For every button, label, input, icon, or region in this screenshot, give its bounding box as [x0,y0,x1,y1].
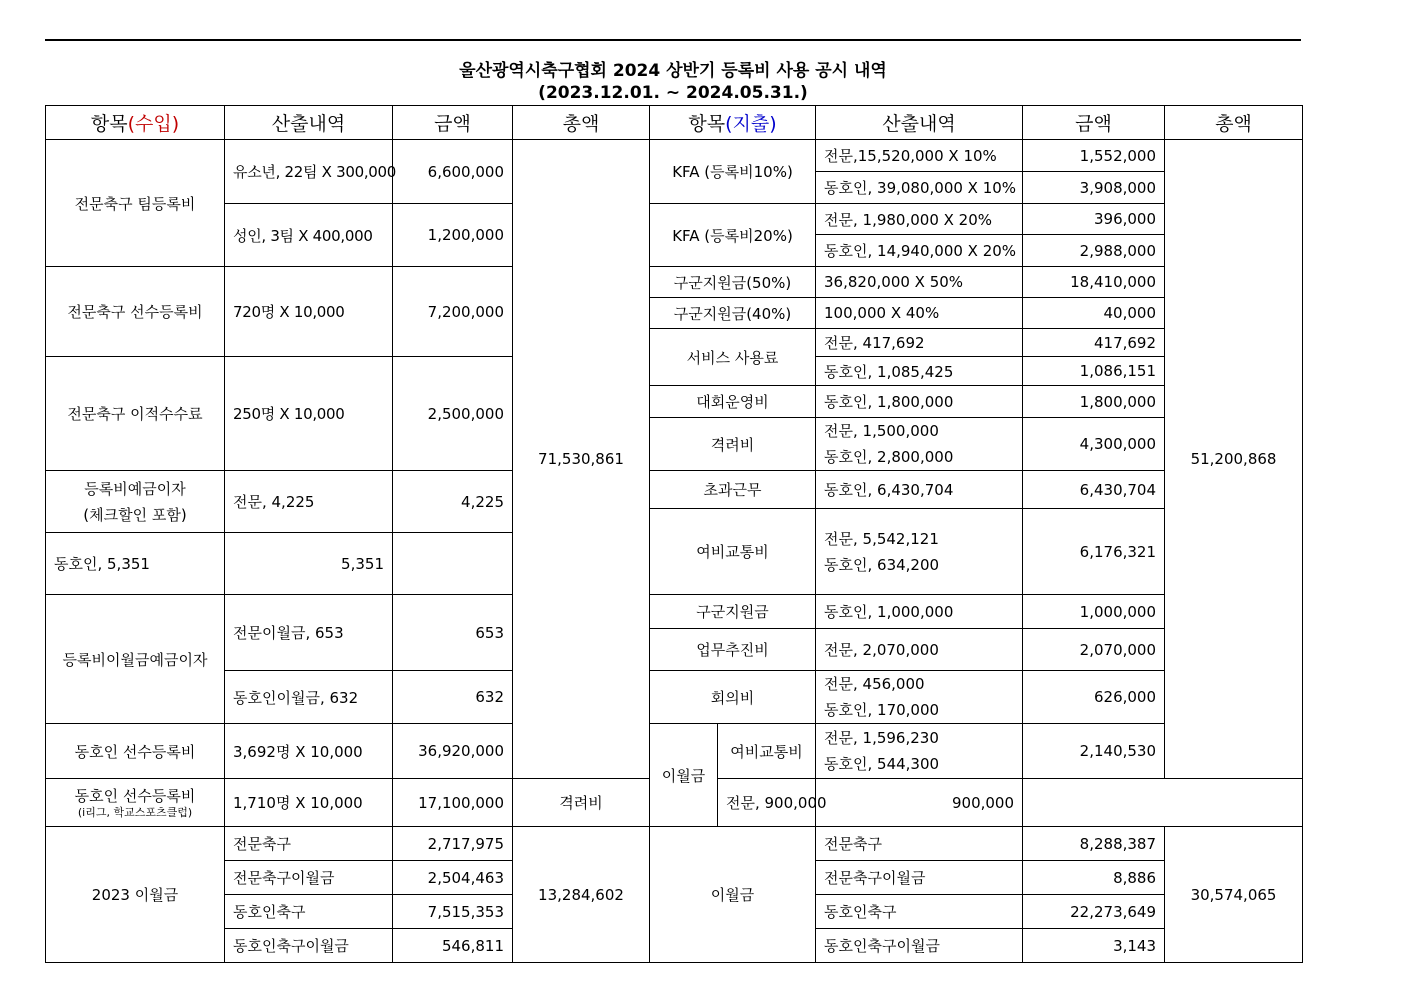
expense-district50-calc: 36,820,000 X 50% [816,267,1023,298]
table-row [46,471,1303,509]
carry2023-calc-3: 동호인축구이월금 [225,929,393,963]
table-row [46,267,1303,298]
top-rule [45,39,1301,41]
expense-kfa20-amateur-calc: 동호인, 14,940,000 X 20% [816,235,1023,267]
expense-district-label: 구군지원금 [650,595,816,629]
fee-usage-table [45,105,1303,963]
income-adult-calc: 성인, 3팀 X 400,000 [225,204,393,267]
income-amateur-league-calc: 1,710명 X 10,000 [225,779,393,827]
carry2023-amount-0: 2,717,975 [393,827,513,861]
income-amateur-league-amount: 17,100,000 [393,779,513,827]
expense-kfa10-amateur-calc: 동호인, 39,080,000 X 10% [816,172,1023,204]
header-income-amount: 금액 [393,106,513,140]
expense-kfa20-amateur-amount: 2,988,000 [1023,235,1165,267]
expense-travel-amount: 6,176,321 [1023,509,1165,595]
table-row [46,595,1303,629]
expense-encouragement-label: 격려비 [650,418,816,471]
income-player-fee-amount: 7,200,000 [393,267,513,357]
header-income-total: 총액 [513,106,650,140]
table-row [46,724,1303,779]
income-total: 71,530,861 [513,140,650,779]
expense-carryover-enc-amount: 900,000 [816,779,1023,827]
carry2023-exp-total: 30,574,065 [1165,827,1303,963]
header-expense-calc: 산출내역 [816,106,1023,140]
table-row [46,140,1303,172]
income-youth-calc: 유소년, 22팀 X 300,000 [225,140,393,204]
income-carryover-pro-amount: 653 [393,595,513,671]
income-deposit-amateur-calc: 동호인, 5,351 [46,533,225,595]
carry2023-amount-2: 7,515,353 [393,895,513,929]
carry2023-label: 2023 이월금 [46,827,225,963]
expense-overtime-amount: 6,430,704 [1023,471,1165,509]
header-income-item: 항목(수입) [46,106,225,140]
table-row [46,827,1303,861]
expense-service-pro-calc: 전문, 417,692 [816,329,1023,357]
expense-carryover-travel-calc: 전문, 1,596,230 동호인, 544,300 [816,724,1023,779]
expense-kfa10-amateur-amount: 3,908,000 [1023,172,1165,204]
carry2023-exp-calc-1: 전문축구이월금 [816,861,1023,895]
header-expense-total: 총액 [1165,106,1303,140]
expense-carryover-enc-calc: 전문, 900,000 [718,779,816,827]
expense-carryover-enc-label: 격려비 [513,779,650,827]
document-title: 울산광역시축구협회 2024 상반기 등록비 사용 공시 내역 [459,61,887,81]
income-deposit-interest-label: 등록비예금이자 (체크할인 포함) [46,471,225,533]
carry2023-exp-label: 이월금 [650,827,816,963]
expense-kfa20-pro-amount: 396,000 [1023,204,1165,235]
expense-service-amateur-amount: 1,086,151 [1023,357,1165,386]
carry2023-exp-amount-1: 8,886 [1023,861,1165,895]
expense-meeting-label: 회의비 [650,671,816,724]
expense-carryover-travel-amount: 2,140,530 [1023,724,1165,779]
expense-competition-label: 대회운영비 [650,386,816,418]
expense-kfa10-label: KFA (등록비10%) [650,140,816,204]
expense-travel-label: 여비교통비 [650,509,816,595]
expense-kfa10-pro-calc: 전문,15,520,000 X 10% [816,140,1023,172]
expense-kfa20-pro-calc: 전문, 1,980,000 X 20% [816,204,1023,235]
expense-carryover-travel-label: 여비교통비 [718,724,816,779]
expense-district40-amount: 40,000 [1023,298,1165,329]
expense-kfa10-pro-amount: 1,552,000 [1023,140,1165,172]
income-transfer-calc: 250명 X 10,000 [225,357,393,471]
income-youth-amount: 6,600,000 [393,140,513,204]
expense-district50-label: 구군지원금(50%) [650,267,816,298]
expense-overtime-label: 초과근무 [650,471,816,509]
carry2023-exp-calc-3: 동호인축구이월금 [816,929,1023,963]
income-deposit-pro-amount: 4,225 [393,471,513,533]
expense-district-calc: 동호인, 1,000,000 [816,595,1023,629]
expense-travel-calc: 전문, 5,542,121 동호인, 634,200 [816,509,1023,595]
carry2023-exp-amount-3: 3,143 [1023,929,1165,963]
document-period: (2023.12.01. ~ 2024.05.31.) [538,83,808,103]
income-player-fee-calc: 720명 X 10,000 [225,267,393,357]
income-amateur-league-label: 동호인 선수등록비 (i리그, 학교스포츠클럽) [46,779,225,827]
expense-district-amount: 1,000,000 [1023,595,1165,629]
expense-total: 51,200,868 [1165,140,1303,779]
expense-kfa20-label: KFA (등록비20%) [650,204,816,267]
carry2023-exp-amount-0: 8,288,387 [1023,827,1165,861]
income-player-fee-label: 전문축구 선수등록비 [46,267,225,357]
carry2023-calc-2: 동호인축구 [225,895,393,929]
income-deposit-pro-calc: 전문, 4,225 [225,471,393,533]
income-team-fee-label: 전문축구 팀등록비 [46,140,225,267]
expense-service-amateur-calc: 동호인, 1,085,425 [816,357,1023,386]
expense-business-amount: 2,070,000 [1023,629,1165,671]
carry2023-calc-1: 전문축구이월금 [225,861,393,895]
header-expense-item: 항목(지출) [650,106,816,140]
header-income-calc: 산출내역 [225,106,393,140]
expense-district40-calc: 100,000 X 40% [816,298,1023,329]
income-carryover-amateur-amount: 632 [393,671,513,724]
income-carryover-amateur-calc: 동호인이월금, 632 [225,671,393,724]
expense-competition-amount: 1,800,000 [1023,386,1165,418]
expense-encouragement-calc: 전문, 1,500,000 동호인, 2,800,000 [816,418,1023,471]
carry2023-exp-amount-2: 22,273,649 [1023,895,1165,929]
income-amateur-fee-amount: 36,920,000 [393,724,513,779]
income-transfer-amount: 2,500,000 [393,357,513,471]
carry2023-calc-0: 전문축구 [225,827,393,861]
expense-meeting-calc: 전문, 456,000 동호인, 170,000 [816,671,1023,724]
expense-service-label: 서비스 사용료 [650,329,816,386]
carry2023-amount-3: 546,811 [393,929,513,963]
income-transfer-label: 전문축구 이적수수료 [46,357,225,471]
expense-overtime-calc: 동호인, 6,430,704 [816,471,1023,509]
header-expense-amount: 금액 [1023,106,1165,140]
expense-meeting-amount: 626,000 [1023,671,1165,724]
income-deposit-amateur-amount: 5,351 [225,533,393,595]
income-carryover-interest-label: 등록비이월금예금이자 [46,595,225,724]
carry2023-exp-calc-2: 동호인축구 [816,895,1023,929]
income-amateur-fee-calc: 3,692명 X 10,000 [225,724,393,779]
expense-district40-label: 구군지원금(40%) [650,298,816,329]
table-row [46,671,1303,724]
header-row [46,106,1303,140]
expense-business-label: 업무추진비 [650,629,816,671]
table-row [46,204,1303,235]
carry2023-total: 13,284,602 [513,827,650,963]
income-carryover-pro-calc: 전문이월금, 653 [225,595,393,671]
income-adult-amount: 1,200,000 [393,204,513,267]
carry2023-amount-1: 2,504,463 [393,861,513,895]
expense-carryover-label: 이월금 [650,724,718,827]
expense-district50-amount: 18,410,000 [1023,267,1165,298]
expense-encouragement-amount: 4,300,000 [1023,418,1165,471]
expense-service-pro-amount: 417,692 [1023,329,1165,357]
carry2023-exp-calc-0: 전문축구 [816,827,1023,861]
income-amateur-fee-label: 동호인 선수등록비 [46,724,225,779]
expense-business-calc: 전문, 2,070,000 [816,629,1023,671]
expense-competition-calc: 동호인, 1,800,000 [816,386,1023,418]
